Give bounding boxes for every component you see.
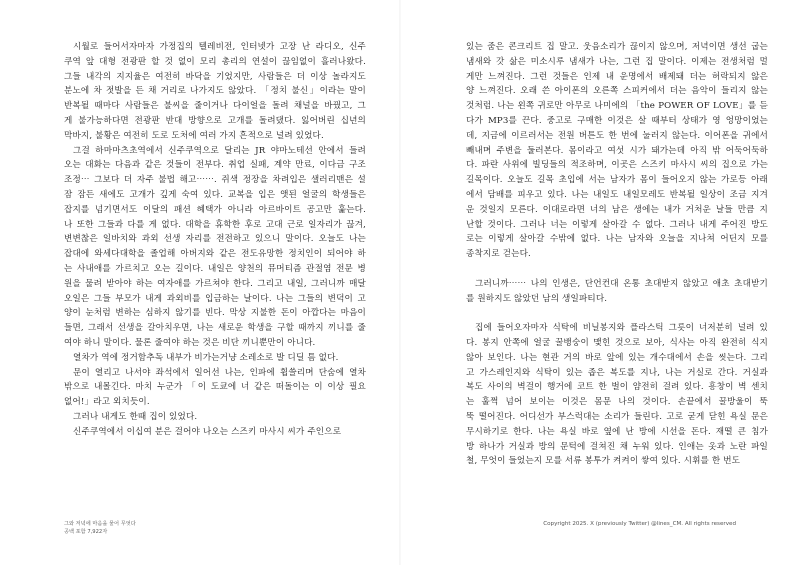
text-line: 오일은 그들 부모가 내게 과외비를 입금하는 날이다. 나는 그들의 변덕이 고 — [64, 293, 366, 304]
text-line: 종착지로 걷는다. — [466, 249, 531, 260]
left-page-footer — [64, 520, 136, 536]
text-line: 는 훌쩍 넘어 보이는 이것은 몸문 나의 것이다. 손끝에서 꿀방울이 뚝 — [466, 397, 768, 408]
text-line: 분노에 차 젓발을 든 채 거리로 나가지도 않았다. 「정치 불신」이라는 말이 — [64, 86, 366, 97]
text-line: 것처럼. 나는 왼쪽 귀로만 아무로 나미에의 「the POWER OF LOVE」를 듣 — [466, 101, 768, 112]
copyright-notice: Copyright 2025. X (previously Twitter) @lines_CM. All rights reserved — [543, 521, 736, 527]
text-line: 없어!」라고 외치듯이. — [64, 397, 150, 408]
text-line: 변변찮은 일바치와 과외 선생 자리를 전전하고 있으니 말이다. 오늘도 나는 — [64, 234, 366, 245]
text-line: 고 가스레인지와 식탁이 있는 좁은 복도를 지나, 나는 거실로 간다. 거실과 — [466, 367, 768, 378]
text-line: 여야 하니 말이다. 물론 줄여야 하는 것은 비단 끼니뿐만이 아니다. — [64, 337, 316, 348]
text-line: 있는 줌은 콘크리트 집 말고. 웃음소리가 끊이지 않으며, 저녁이면 생선 굽는 — [466, 42, 768, 52]
text-line: 양 느껴진다. 오래 쓴 아이폰의 오른쪽 스피커에서 더는 음악이 들리지 않는 — [466, 86, 768, 97]
text-line: 잠 잠든 새에도 고개가 깊게 숙여 있다. 교복을 입은 앳된 얼굴의 학생들은 — [64, 189, 366, 200]
right-page-body — [466, 40, 768, 469]
text-line: 에서 담배를 피우고 있다. 나는 내일도 내일모레도 반복될 일상이 조금 지겨 — [466, 189, 768, 200]
text-line: 열차가 역에 정거함추독 내부가 비가는거냥 소레소로 발 디딜 틈 없다. — [73, 352, 339, 363]
text-line: 무시하기로 한다. 나는 욕실 바로 옆에 난 방에 시선을 돈다. 재떨 큰 침가 — [466, 426, 768, 437]
text-line: 를 원하지도 않았던 남의 생일파티다. — [466, 293, 608, 304]
text-line: 운 것일지 모른다. 이대로라면 너의 남은 생에는 내가 거처운 날들 만큼 지 — [466, 204, 768, 215]
book-title: 그와 저녁에 마음을 물어 무엇다 — [64, 521, 136, 527]
text-line: 로는 이렇게 살아갈 수밖에 없다. 나는 남자와 오늘을 지나쳐 어딘지 모를 — [466, 234, 768, 245]
blank-line — [466, 306, 768, 321]
text-line: 길목이다. 오늘도 길목 초입에 서는 남자가 몸이 들어오지 않는 가로등 아래 — [466, 175, 768, 186]
text-line: 는 사내애를 가르치고 오는 길이다. 내일은 양천의 뮤머티즘 관절염 전문 병 — [64, 263, 366, 274]
text-line: 않아 보인다. 나는 현관 거의 바로 앞에 있는 개수대에서 손을 씻는다. 그리 — [466, 352, 768, 363]
blank-line — [466, 262, 768, 277]
text-line: 데, 지금에 이르러서는 전원 버튼도 한 번에 눌러지 않는다. 이어폰을 귀에서 — [466, 130, 768, 141]
text-line: 다. 파란 사위에 빌딩들의 적조하며, 이곳은 스즈키 마사시 씨의 집으로 가는 — [466, 160, 768, 171]
text-line: 냄새와 갓 삶은 미소시루 냄새가 나는, 그런 집 말이다. 이제는 전생처럼 멀 — [466, 56, 768, 67]
text-line: 문이 열리고 나서야 좌석에서 일어선 나는, 인파에 휩쓸리며 단숨에 열차 — [73, 367, 366, 378]
text-line: 철, 무엇이 들었는지 모를 서류 봉투가 켜켜이 쌓여 있다. 시휘를 한 번도 — [466, 456, 741, 467]
text-line: 잡대에 와세다대학을 졸업해 아버지와 같은 전도유망한 정치인이 되어야 하 — [64, 249, 366, 260]
character-count: 공백 포함 7,922자 — [64, 529, 108, 535]
text-line: 빼내며 주변을 둘러본다. 몸이라고 여섯 시가 돼가는데 아직 밖 어둑어둑하 — [466, 145, 768, 156]
text-line: 오는 대화는 다음과 같은 것들이 전부다. 취업 실패, 계약 만료, 이다금 구조 — [64, 160, 366, 171]
text-line: 반복될 때마다 사람들은 불씨을 줄이거나 다이얼을 돌려 채널을 바꿨고, 그 — [64, 101, 366, 112]
text-line: 방 하나가 거실과 방의 문턱에 걸쳐진 채 누워 있다. 인애는 옷과 노란 파일 — [466, 441, 768, 452]
text-line: 게 불가능하다면 전광판 반대 방향으로 고개를 돌려댔다. 잃어버린 십년의 — [64, 115, 366, 126]
text-line: 복도 사이의 벽걸이 행거에 코트 한 벌이 얌전히 걸려 있다. 흥창이 벽 센치 — [466, 382, 768, 393]
text-line: 원을 물려 받아야 하는 여자애를 가르쳐야 한다. 그리고 내일, 그러니까 매달 — [64, 278, 366, 289]
text-line: 신주쿠역에서 이십여 분은 걸어야 나오는 스즈키 마사시 씨가 주인으로 — [73, 426, 342, 437]
text-line: 막바지, 불황은 여전히 도로 도처에 여러 가지 흔적으로 널려 있었다. — [64, 130, 324, 141]
text-line: 뚝 떨어진다. 어디선가 부스럭대는 소리가 들린다. 고로 굳게 닫힌 욕실 문은 — [466, 411, 768, 422]
text-line: 그러니까⋯⋯ 나의 인생은, 단언컨대 온통 초대받지 않았고 애초 초대받기 — [475, 278, 768, 289]
text-line: 시월로 들어서자마자 가정집의 텔레비전, 인터넷가 고장 난 라디오, 신주 — [73, 42, 366, 52]
text-line: 잡지를 넘기면서도 이달의 패션 혜택가 아니라 아르바이트 공고만 훑는다. — [64, 204, 366, 215]
text-line: 나 또한 그들과 다를 게 없다. 대학을 휴학한 후로 고대 근로 일자리가 끊겨, — [64, 219, 366, 230]
text-line: 그걸 하마마츠초역에서 신주쿠역으로 달리는 JR 야마노테선 안에서 들려 — [73, 145, 366, 156]
text-line: 게만 느껴진다. 그런 것들은 인제 내 운명에서 배제돼 더는 허락되지 않은 — [466, 71, 768, 82]
text-line: 밖으로 내몰긴다. 마치 누군가 「이 도쿄에 너 같은 떠돌이는 이 이상 필요 — [64, 382, 366, 393]
text-line: 쿠역 앞 대형 전광판 할 것 없이 모리 총리의 연설이 끊임없이 흘러나왔다. — [64, 56, 366, 67]
text-line: 다가 MP3를 끈다. 중고로 구매한 이것은 살 때부터 상태가 영 엉망이었는 — [466, 115, 768, 126]
text-line: 그들 내각의 지지율은 여전히 바닥을 기었지만, 사람들은 더 이상 놀라지도 — [64, 71, 366, 82]
text-line: 집에 들어오자마자 식탁에 비닐봉지와 플라스틱 그릇이 너저분히 널려 있 — [475, 323, 768, 334]
text-line: 양이 눈처럼 변하는 심하지 않기를 빈다. 막상 지불한 돈이 아깝다는 마음이 — [64, 308, 366, 319]
left-page-body — [64, 40, 366, 440]
text-line: 난할 것이다. 그러나 너는 이렇게 살아갈 수 없다. 그러나 내게 주어진 방도 — [466, 219, 768, 230]
text-line: 들면, 그래서 선생을 갈아치우면, 나는 새로운 학생을 구할 때까지 끼니를 줄 — [64, 323, 366, 334]
text-line: 조정⋯ 그보다 더 자주 불법 해고⋯⋯. 쥐색 정장을 차려입은 샐러리맨은 설 — [64, 175, 366, 186]
text-line: 다. 봉지 안쪽에 얼굴 꿀뱅숭이 맺힌 것으로 보아, 식사는 아직 완전히 식지 — [466, 337, 768, 348]
text-line: 그러나 내게도 한때 집이 있었다. — [73, 411, 198, 422]
